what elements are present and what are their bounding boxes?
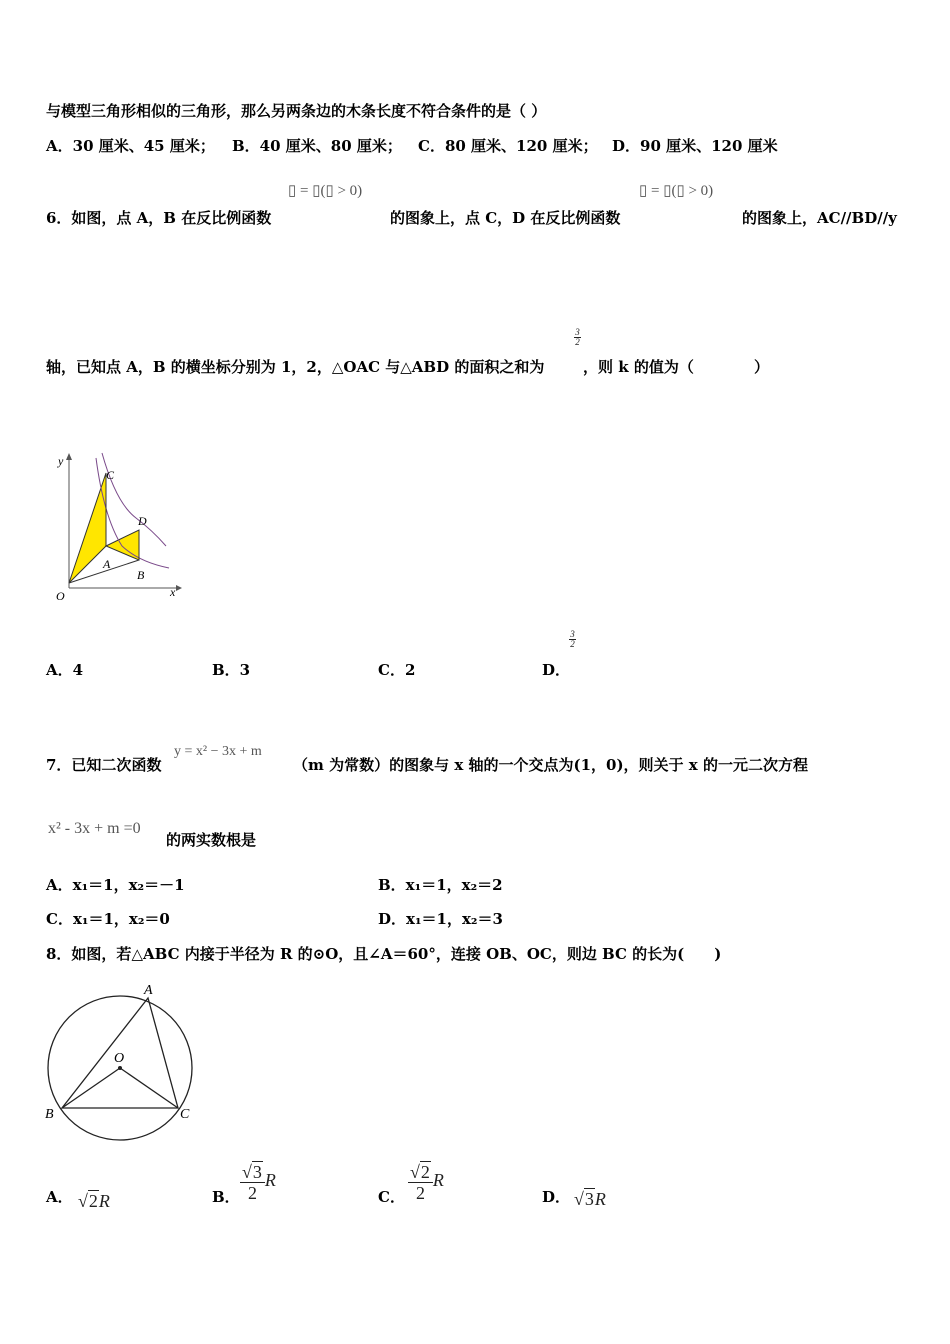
label-x: x [170, 585, 176, 599]
q8-option-b-expr: $\frac{√3}{2}$ R [242, 1162, 276, 1203]
var-r: R [98, 1191, 110, 1211]
q6-formula-2: ▯ = ▯(▯ > 0) [639, 183, 714, 199]
q6-fraction-three-halves [574, 328, 581, 347]
q7-option-b[interactable]: B．x₁＝1，x₂＝2 [378, 876, 503, 894]
q8-option-d-label[interactable]: D． [542, 1188, 571, 1206]
var-r: R [594, 1189, 606, 1209]
q8-option-b-label[interactable]: B． [212, 1188, 240, 1206]
q6-formula-1: ▯ = ▯(▯ > 0) [288, 183, 363, 199]
q6-stem-part-b: 的图象上，点 C，D 在反比例函数 [390, 209, 621, 227]
q6-stem-part-a: 6．如图，点 A，B 在反比例函数 [46, 209, 272, 227]
q7-stem-part-b: （m 为常数）的图象与 x 轴的一个交点为(1，0)，则关于 x 的一元二次方程 [293, 756, 808, 774]
q6-stem-line2c: ） [754, 358, 770, 376]
triangle-oac [69, 473, 106, 583]
q7-stem-part-c: 的两实数根是 [166, 831, 257, 849]
q6-stem-line2b: ，则 k 的值为（ [583, 358, 694, 376]
label-a: A [103, 557, 111, 571]
q6-option-b[interactable]: B．3 [212, 661, 251, 679]
q7-stem-part-a: 7．已知二次函数 [46, 756, 162, 774]
label-o: O [56, 589, 65, 603]
frac-den: 2 [575, 337, 580, 347]
q6-stem-part-c: 的图象上，AC//BD//y [742, 209, 897, 227]
label-a: A [144, 983, 153, 998]
q5-option-b[interactable]: B．40 厘米、80 厘米； [232, 137, 402, 155]
label-c: C [180, 1107, 190, 1122]
den: 2 [415, 1183, 425, 1203]
radicand: 2 [420, 1162, 430, 1182]
q7-equation: x² - 3x + m =0 [48, 820, 141, 837]
q5-stem-line: 与模型三角形相似的三角形，那么另两条边的木条长度不符合条件的是（ ） [46, 102, 547, 120]
label-c: C [106, 468, 115, 482]
label-o: O [114, 1051, 125, 1066]
center-point [118, 1066, 122, 1070]
q6-option-d[interactable]: D． [542, 661, 571, 679]
den: 2 [247, 1183, 257, 1203]
q8-figure [40, 978, 200, 1148]
segment-ob [62, 1068, 120, 1108]
radicand: 3 [252, 1162, 262, 1182]
q8-option-d-expr: √3R [574, 1189, 606, 1209]
label-y: y [58, 454, 64, 468]
q7-function-formula: y = x² − 3x + m [174, 744, 262, 759]
label-b: B [137, 568, 145, 582]
q6-option-a[interactable]: A．4 [46, 661, 84, 679]
q8-option-c-expr: $\frac{√2}{2}$ R [410, 1162, 444, 1203]
q7-option-d[interactable]: D．x₁＝1，x₂＝3 [378, 910, 503, 928]
q5-option-d[interactable]: D．90 厘米、120 厘米 [612, 137, 778, 155]
frac-num: 3 [570, 629, 575, 639]
q5-option-a[interactable]: A．30 厘米、45 厘米； [46, 137, 215, 155]
frac-den: 2 [570, 639, 575, 649]
label-d: D [138, 514, 147, 528]
q6-figure [44, 448, 184, 608]
q5-option-c[interactable]: C．80 厘米、120 厘米； [418, 137, 598, 155]
var-r: R [432, 1170, 444, 1191]
q6-stem-line2: 轴，已知点 A，B 的横坐标分别为 1，2，△OAC 与△ABD 的面积之和为 [46, 358, 545, 376]
q8-option-a-label[interactable]: A． [46, 1188, 73, 1206]
var-r: R [264, 1170, 276, 1191]
q7-option-a[interactable]: A．x₁＝1，x₂＝－1 [46, 876, 185, 894]
q8-option-a-expr: √2R [78, 1191, 110, 1211]
radicand: 3 [584, 1189, 594, 1209]
y-axis-arrow [66, 453, 72, 460]
x-axis-arrow [176, 585, 182, 591]
q7-option-c[interactable]: C．x₁＝1，x₂＝0 [46, 910, 170, 928]
q6-option-d-fraction [569, 630, 576, 649]
label-b: B [45, 1107, 54, 1122]
q6-option-c[interactable]: C．2 [378, 661, 416, 679]
q8-option-c-label[interactable]: C． [378, 1188, 405, 1206]
frac-num: 3 [575, 327, 580, 337]
radicand: 2 [88, 1191, 98, 1211]
q8-stem: 8．如图，若△ABC 内接于半径为 R 的⊙O，且∠A＝60°，连接 OB、OC，则边 BC 的长为( ) [46, 945, 722, 963]
